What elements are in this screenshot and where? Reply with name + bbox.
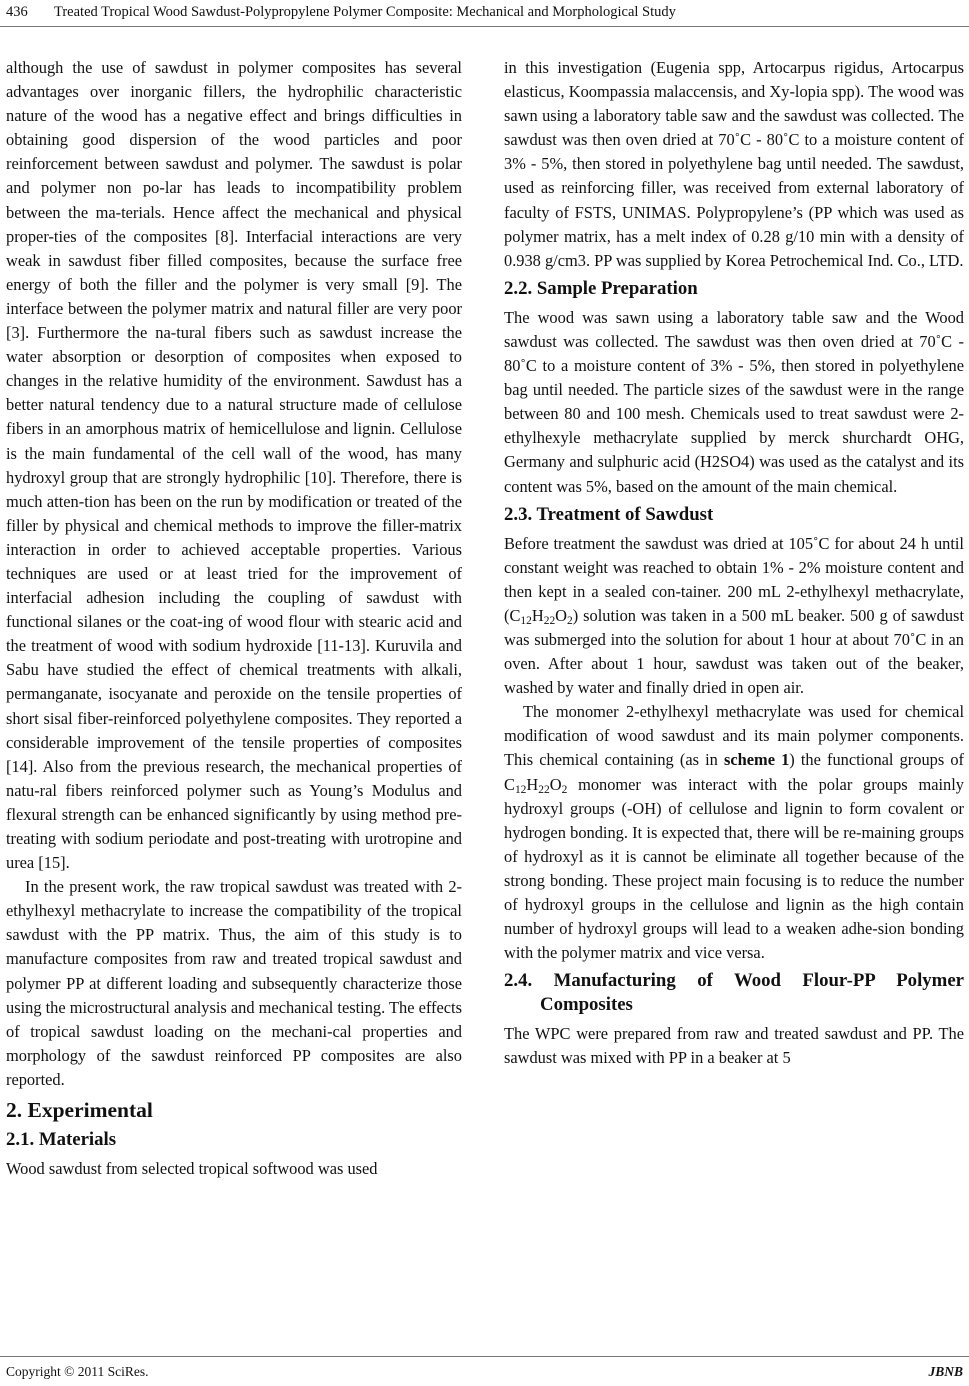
subsection-heading-sample-preparation: 2.2. Sample Preparation [504, 277, 698, 299]
paragraph-wpc: The WPC were prepared from raw and treated sawdust and PP. The sawdust was mixed with PP in a beaker at 5 [504, 1024, 964, 1068]
paragraph-treatment [504, 532, 964, 701]
footer-rule [0, 1356, 969, 1357]
formula-c-subscript: 12 [520, 614, 532, 627]
copyright-notice: Copyright © 2011 SciRes. [6, 1364, 149, 1379]
page-header [0, 0, 969, 26]
subsection-heading-manufacturing: 2.4. Manufacturing of Wood Flour-PP Polymer Composites [504, 970, 964, 1016]
formula-c-subscript-2: 12 [514, 783, 527, 796]
monomer-text-part-3: monomer was interact with the polar groups mainly hydroxyl groups (-OH) of cellulose and lignin to form covalent or hydrogen bonding. It is expected that, there will be re-maining groups of hydroxyl as it is cannot be eliminate all together because of the strong bonding. These project main focusing is to reduce the number of hydroxyl groups in the cellulose and lignin as the high contain number of hydroxyl groups will lead to a weaken adhe-sion bonding with the polymer matrix and vice versa. [504, 774, 964, 963]
left-column [6, 56, 462, 1181]
journal-abbreviation: JBNB [928, 1364, 963, 1379]
treatment-text-part-1: Before treatment the sawdust was dried at 105˚C for about 24 h until constant weight was reached to obtain 1% - 2% moisture content and then kept in a sealed con-tainer. 200 mL 2-ethylhexyl methacrylate, (C [504, 533, 964, 625]
formula-o-subscript: 2 [567, 614, 573, 627]
page-number: 436 [6, 4, 28, 20]
section-heading-experimental: 2. Experimental [6, 1098, 153, 1123]
paragraph-sample-preparation: The wood was sawn using a laboratory table saw and the Wood sawdust was collected. The sawdust was then oven dried at 70˚C - 80˚C to a moisture content of 3% - 5%, then stored in polyethylene bag until needed. The particle sizes of the sawdust were in the range between 80 and 100 mesh. Chemicals used to treat sawdust were 2-ethylhexyle methacrylate supplied by merck shurchardt OHG, Germany and sulphuric acid (H2SO4) was used as the catalyst and its content was 5%, based on the amount of the main chemical. [504, 307, 964, 496]
subsection-heading-treatment: 2.3. Treatment of Sawdust [504, 503, 714, 525]
paragraph-present-work: In the present work, the raw tropical sawdust was treated with 2-ethylhexyl methacrylate to increase the compatibility of the tropical sawdust with the PP matrix. Thus, the aim of this study is to manufacture composites from raw and treated tropical sawdust and polymer PP at different loading and subsequently characterize those using the microstructural analysis and mechanical testing. The effects of tropical sawdust loading on the mechani-cal properties and morphology of the sawdust reinforced PP composites are also reported. [6, 877, 462, 1089]
paragraph-materials-continued: in this investigation (Eugenia spp, Artocarpus rigidus, Artocarpus elasticus, Koompassia malaccensis, and Xy-lopia spp). The wood was sawn using a laboratory table saw and the sawdust was collected. The sawdust was then oven dried at 70˚C - 80˚C to a moisture content of 3% - 5%, then stored in polyethylene bag until needed. The sawdust, used as reinforcing filler, was received from external laboratory of faculty of FSTS, UNIMAS. Polypropylene’s (PP which was used as polymer matrix, has a melt index of 0.28 g/10 min with a density of 0.938 g/cm3. PP was supplied by Korea Petrochemical Ind. Co., LTD. [504, 58, 964, 270]
formula-h-subscript: 22 [543, 614, 556, 627]
subsection-heading-materials: 2.1. Materials [6, 1129, 117, 1151]
formula-o-subscript-2: 2 [561, 783, 568, 796]
formula-o: O [555, 605, 568, 625]
paragraph-materials-start: Wood sawdust from selected tropical softwood was used [6, 1159, 378, 1179]
formula-h: H [531, 605, 544, 625]
scheme-reference: scheme 1 [724, 750, 790, 770]
formula-close-paren: ) [572, 605, 579, 625]
treatment-text-part-2: solution was taken in a 500 mL beaker. 500 g of sawdust was submerged into the solution for about 1 hour at about 70˚C in an oven. After about 1 hour, sawdust was taken out of the beaker, washed by water and finally dried in open air. [504, 605, 964, 698]
monomer-text-part-2: ) the functional groups of C [504, 750, 965, 794]
running-title: Treated Tropical Wood Sawdust-Polypropylene Polymer Composite: Mechanical and Morphological Study [54, 4, 676, 20]
paragraph-intro-continued: although the use of sawdust in polymer composites has several advantages over inorganic fillers, the hydrophilic characteristic nature of the wood has a negative effect and brings difficulties in obtaining good dispersion of the wood particles and poor reinforcement between sawdust and polymer. The sawdust is polar and polymer non po-lar has leads to incompatibility problem between the ma-terials. Hence affect the mechanical and physical proper-ties of the composites [8]. Interfacial interactions are very weak in sawdust fiber filled composites, because the surface free energy of both the filler and the polymer is very small [9]. The interface between the polymer matrix and natural filler are very poor [3]. Furthermore the na-tural fibers such as sawdust increase the water absorption or desorption of composites when exposed to changes in the relative humidity of the environment. Sawdust has a better natural tendency due to a natural structure made of cellulose fibers in an amorphous matrix of hemicellulose and lignin. Cellulose is the main fundamental of the cell wall of the wood, has many hydroxyl group that are strongly hydrophilic [10]. Therefore, there is much atten-tion has been on the run by modification or treated of the filler by physical and chemical methods to improve the filler-matrix interaction in order to achieved acceptable properties. Various techniques are used or at least tried for the improvement of interfacial adhesion including the coupling of sawdust with functional silanes or the coat-ing of wood flour with stearic acid and the treatment of wood with sodium hydroxide [11-13]. Kuruvila and Sabu have studied the effect of chemical treatments with alkali, permanganate, isocyanate and peroxide on the tensile properties of short sisal fiber-reinforced polyethylene composites. They reported a considerable improvement of the tensile properties of composites [14]. Also from the previous research, the mechanical properties of natu-ral fibers reinforced polymer such as Young’s Modulus and flexural strength can be enhanced significantly by using method pre-treating with sodium periodate and post-treating with urotropine and urea [15]. [6, 58, 462, 873]
right-column [504, 56, 964, 1070]
header-rule [0, 26, 969, 27]
formula-h-2: H [526, 774, 539, 794]
paragraph-monomer [504, 700, 964, 965]
formula-h-subscript-2: 22 [538, 783, 550, 796]
monomer-text-part-1: The monomer 2-ethylhexyl methacrylate was used for chemical modification of wood sawdust and its main polymer components. This chemical containing (as in [504, 702, 964, 770]
formula-o-2: O [549, 774, 562, 794]
